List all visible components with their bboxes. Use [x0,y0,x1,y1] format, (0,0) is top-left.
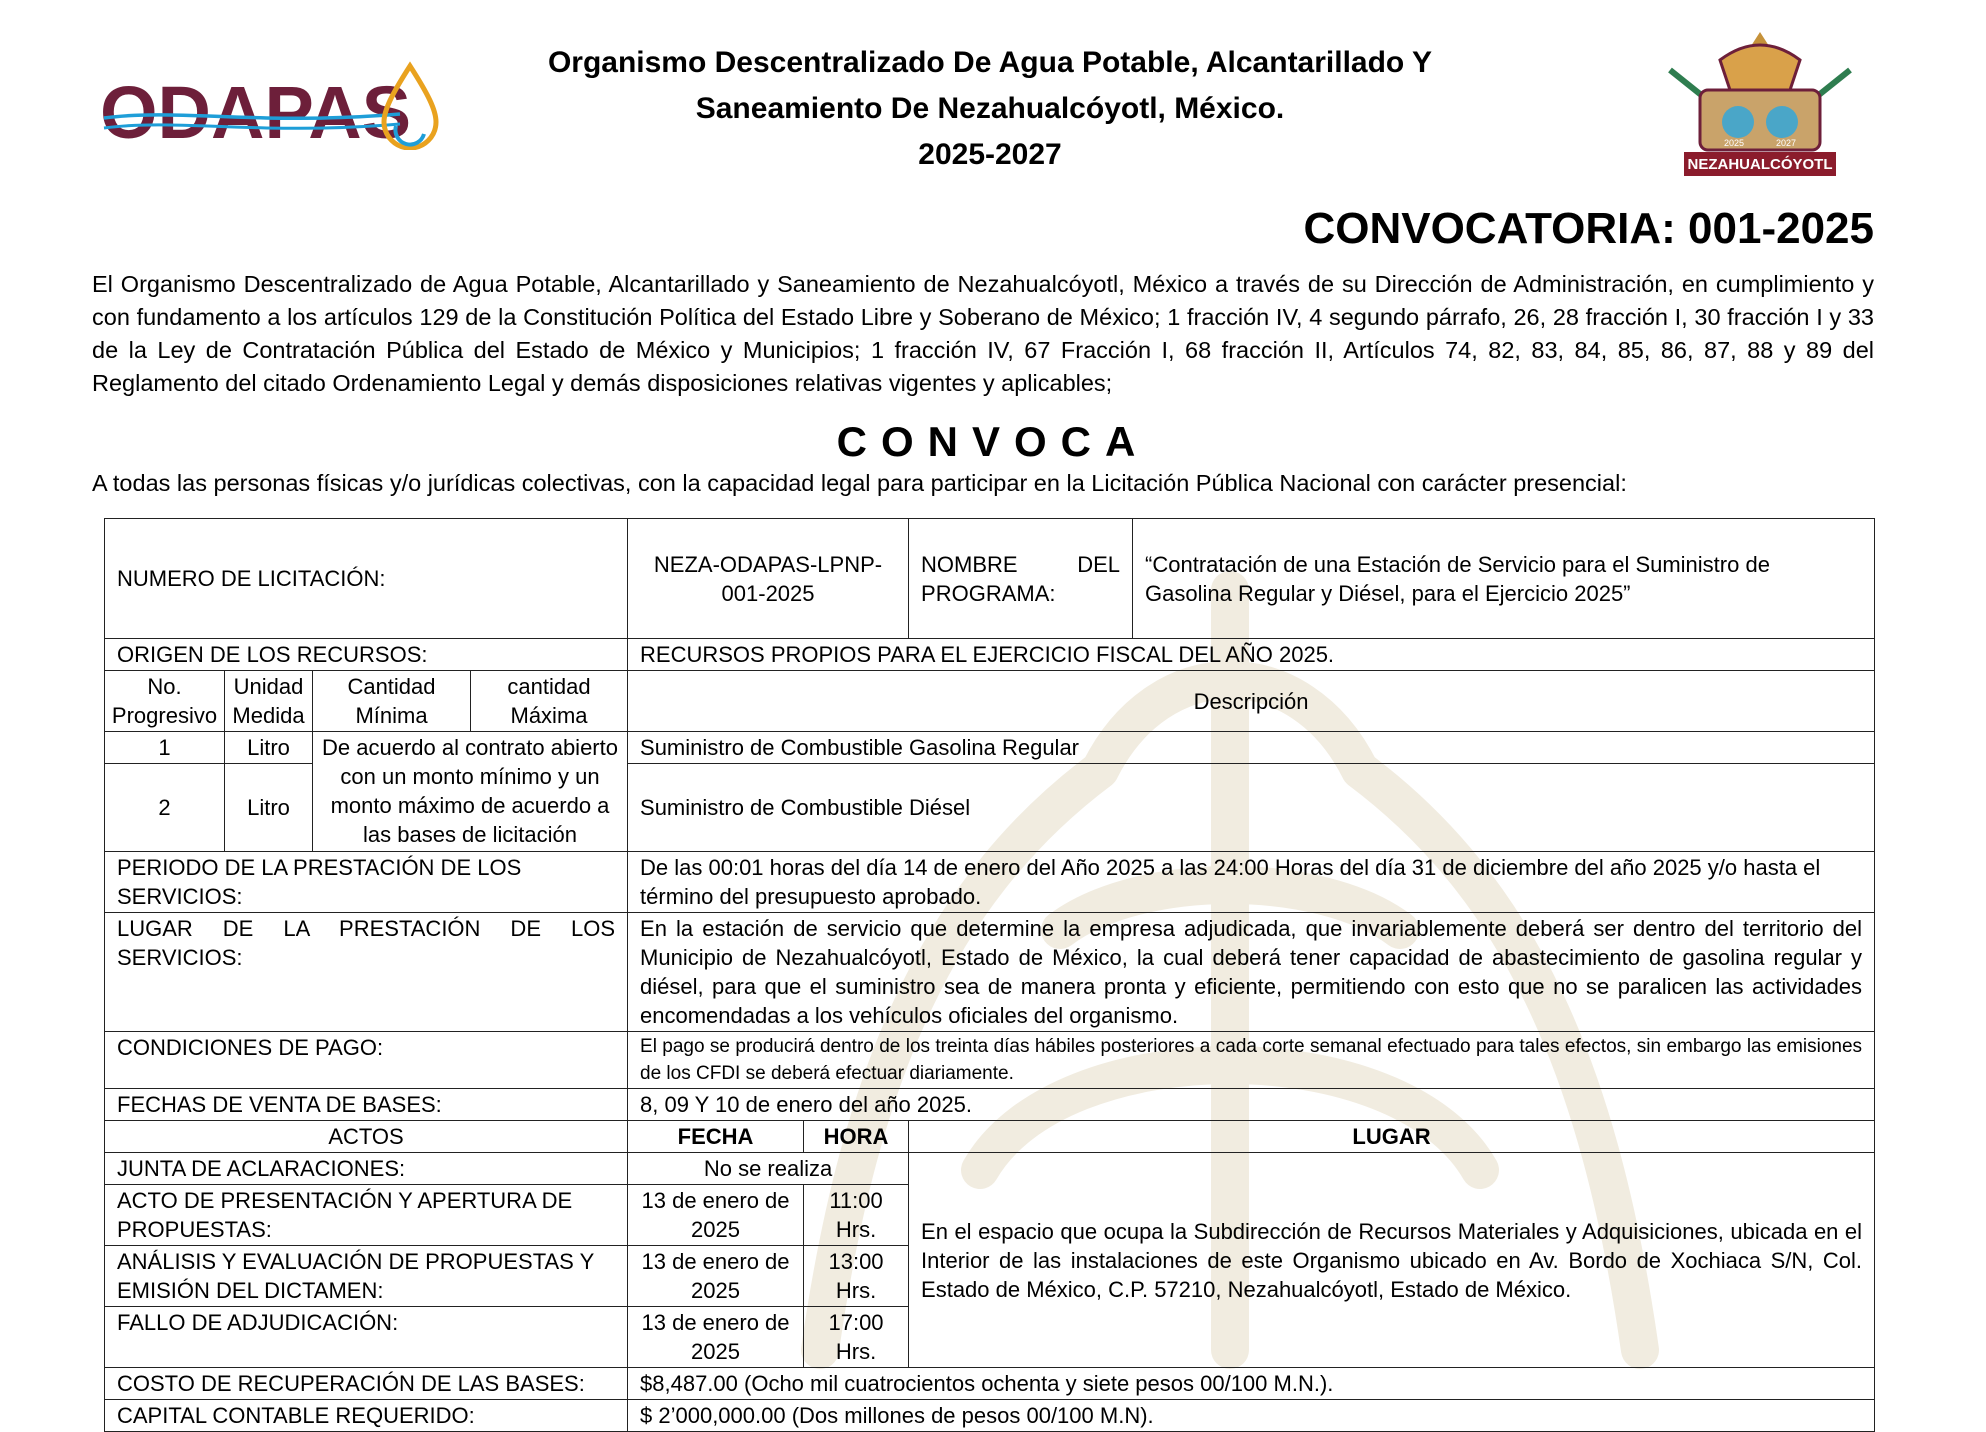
col-min-header: Cantidad Mínima [313,671,471,732]
acto-name: ACTO DE PRESENTACIÓN Y APERTURA DE PROPUESTAS: [105,1185,628,1246]
invitation-text: A todas las personas físicas y/o jurídicas colectivas, con la capacidad legal para participar en la Licitación Pública Nacional con carácter presencial: [92,470,1627,496]
header-title [440,40,1540,178]
col-max-header: cantidad Máxima [471,671,628,732]
col-desc-header: Descripción [628,671,1875,732]
numero-value: NEZA-ODAPAS-LPNP-001-2025 [628,519,909,639]
programa-value: “Contratación de una Estación de Servicio para el Suministro de Gasolina Regular y Diésel, para el Ejercicio 2025” [1133,519,1875,639]
convoca-heading: CONVOCA [836,418,1150,465]
venta-value: 8, 09 Y 10 de enero del año 2025. [628,1089,1875,1121]
nezahualcoyotl-seal [1660,30,1860,190]
item-unidad: Litro [225,732,313,764]
acto-hora: 11:00 Hrs. [804,1185,909,1246]
venta-label: FECHAS DE VENTA DE BASES: [105,1089,628,1121]
lugar-header: LUGAR [909,1121,1875,1153]
svg-text:ODAPAS: ODAPAS [100,71,412,150]
acto-fecha: No se realiza [628,1153,909,1185]
acto-name: FALLO DE ADJUDICACIÓN: [105,1307,628,1368]
item-no: 1 [105,732,225,764]
capital-label: CAPITAL CONTABLE REQUERIDO: [105,1400,628,1432]
acto-hora: 13:00 Hrs. [804,1246,909,1307]
acto-fecha: 13 de enero de 2025 [628,1246,804,1307]
fecha-header: FECHA [628,1121,804,1153]
cantidad-note: De acuerdo al contrato abierto con un monto mínimo y un monto máximo de acuerdo a las bases de licitación [313,732,628,852]
svg-text:NEZAHUALCÓYOTL: NEZAHUALCÓYOTL [1687,156,1833,173]
periodo-value: De las 00:01 horas del día 14 de enero del Año 2025 a las 24:00 Horas del día 31 de diciembre del año 2025 y/o hasta el término del presupuesto aprobado. [628,852,1875,913]
header-title-line1: Organismo Descentralizado De Agua Potable, Alcantarillado Y [547,46,1433,79]
acto-name: ANÁLISIS Y EVALUACIÓN DE PROPUESTAS Y EMISIÓN DEL DICTAMEN: [105,1246,628,1307]
col-no-header: No. Progresivo [105,671,225,732]
acto-hora: 17:00 Hrs. [804,1307,909,1368]
col-unidad-header: Unidad Medida [225,671,313,732]
costo-value: $8,487.00 (Ocho mil cuatrocientos ochenta y siete pesos 00/100 M.N.). [628,1368,1875,1400]
origen-value: RECURSOS PROPIOS PARA EL EJERCICIO FISCAL DEL AÑO 2025. [628,639,1875,671]
numero-label: NUMERO DE LICITACIÓN: [105,519,628,639]
capital-value: $ 2’000,000.00 (Dos millones de pesos 00/100 M.N). [628,1400,1875,1432]
svg-text:2027: 2027 [1776,138,1797,148]
bid-details-table [104,518,1875,1432]
header-title-line2: Saneamiento De Nezahualcóyotl, México. [695,92,1285,125]
pago-label: CONDICIONES DE PAGO: [105,1032,628,1089]
svg-text:2025: 2025 [1724,138,1745,148]
convocatoria-title: CONVOCATORIA: 001-2025 [1303,204,1874,253]
actos-header: ACTOS [105,1121,628,1153]
lugar-servicio-label: LUGAR DE LA PRESTACIÓN DE LOS SERVICIOS: [105,913,628,1032]
acto-fecha: 13 de enero de 2025 [628,1307,804,1368]
periodo-label: PERIODO DE LA PRESTACIÓN DE LOS SERVICIOS: [105,852,628,913]
odapas-logo [100,60,440,150]
programa-label: NOMBRE DEL PROGRAMA: [909,519,1133,639]
item-no: 2 [105,764,225,852]
costo-label: COSTO DE RECUPERACIÓN DE LAS BASES: [105,1368,628,1400]
header-period: 2025-2027 [918,138,1062,171]
hora-header: HORA [804,1121,909,1153]
item-unidad: Litro [225,764,313,852]
intro-paragraph: El Organismo Descentralizado de Agua Potable, Alcantarillado y Saneamiento de Nezahualcóyotl, México a través de su Dirección de Administración, en cumplimiento y con fundamento a los artículos 129 de la Constitución Política del Estado Libre y Soberano de México; 1 fracción IV, 4 segundo párrafo, 26, 28 fracción I, 30 fracción I y 33 de la Ley de Contratación Pública del Estado de México y Municipios; 1 fracción IV, 67 Fracción I, 68 fracción II, Artículos 74, 82, 83, 84, 85, 86, 87, 88 y 89 del Reglamento del citado Ordenamiento Legal y demás disposiciones relativas vigentes y aplicables; [92,271,1874,396]
lugar-actos: En el espacio que ocupa la Subdirección de Recursos Materiales y Adquisiciones, ubicada en el Interior de las instalaciones de este Organismo ubicado en Av. Bordo de Xochiaca S/N, Col. Estado de México, C.P. 57210, Nezahualcóyotl, Estado de México. [909,1153,1875,1368]
lugar-servicio-value: En la estación de servicio que determine la empresa adjudicada, que invariablemente deberá ser dentro del territorio del Municipio de Nezahualcóyotl, Estado de México, la cual deberá tener capacidad de abastecimiento de gasolina regular y diésel, para que el suministro sea de manera pronta y eficiente, permitiendo con esto que no se paralicen las actividades encomendadas a los vehículos oficiales del organismo. [628,913,1875,1032]
item-desc: Suministro de Combustible Diésel [628,764,1875,852]
acto-name: JUNTA DE ACLARACIONES: [105,1153,628,1185]
origen-label: ORIGEN DE LOS RECURSOS: [105,639,628,671]
pago-value: El pago se producirá dentro de los treinta días hábiles posteriores a cada corte semanal efectuado para tales efectos, sin embargo las emisiones de los CFDI se deberá efectuar diariamente. [628,1032,1875,1089]
item-desc: Suministro de Combustible Gasolina Regular [628,732,1875,764]
acto-fecha: 13 de enero de 2025 [628,1185,804,1246]
